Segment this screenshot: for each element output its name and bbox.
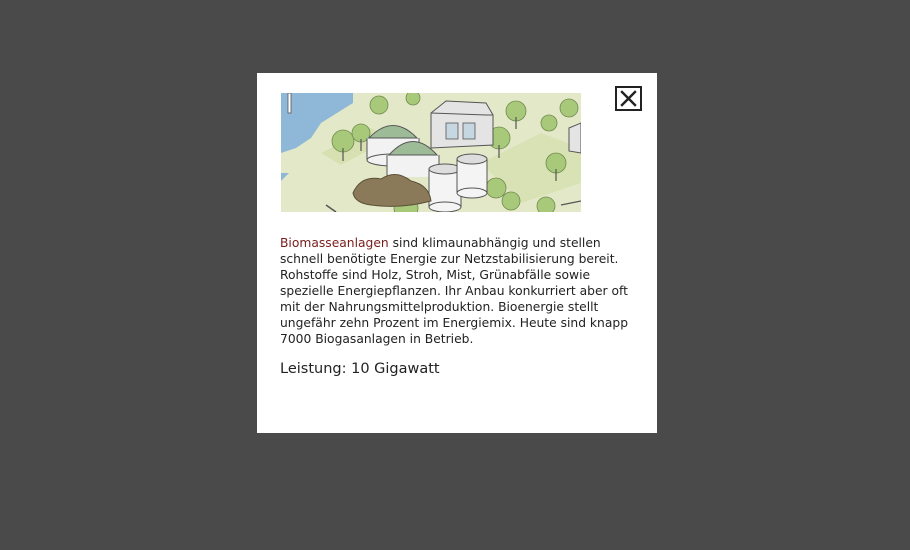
power-label: Leistung: 10 Gigawatt — [280, 361, 440, 377]
info-dialog — [257, 73, 657, 433]
close-icon — [620, 90, 637, 107]
biomass-link[interactable]: Biomasseanlagen — [280, 236, 389, 250]
description-body: sind klimaunabhängig und stellen schnell benötigte Energie zur Netzstabilisierung bereit. Rohstoffe sind Holz, Stroh, Mist, Grünabfälle sowie spezielle Energiepflanzen. Ihr Anbau konkurriert aber oft mit der Nahrungsmittelproduktion. Bioenergie stellt ungefähr zehn Prozent im Energiemix. Heute sind knapp 7000 Biogasanlagen in Betrieb. — [280, 236, 628, 346]
description-text — [280, 235, 645, 347]
close-button[interactable] — [615, 86, 642, 111]
biomass-plant-illustration — [281, 93, 581, 212]
